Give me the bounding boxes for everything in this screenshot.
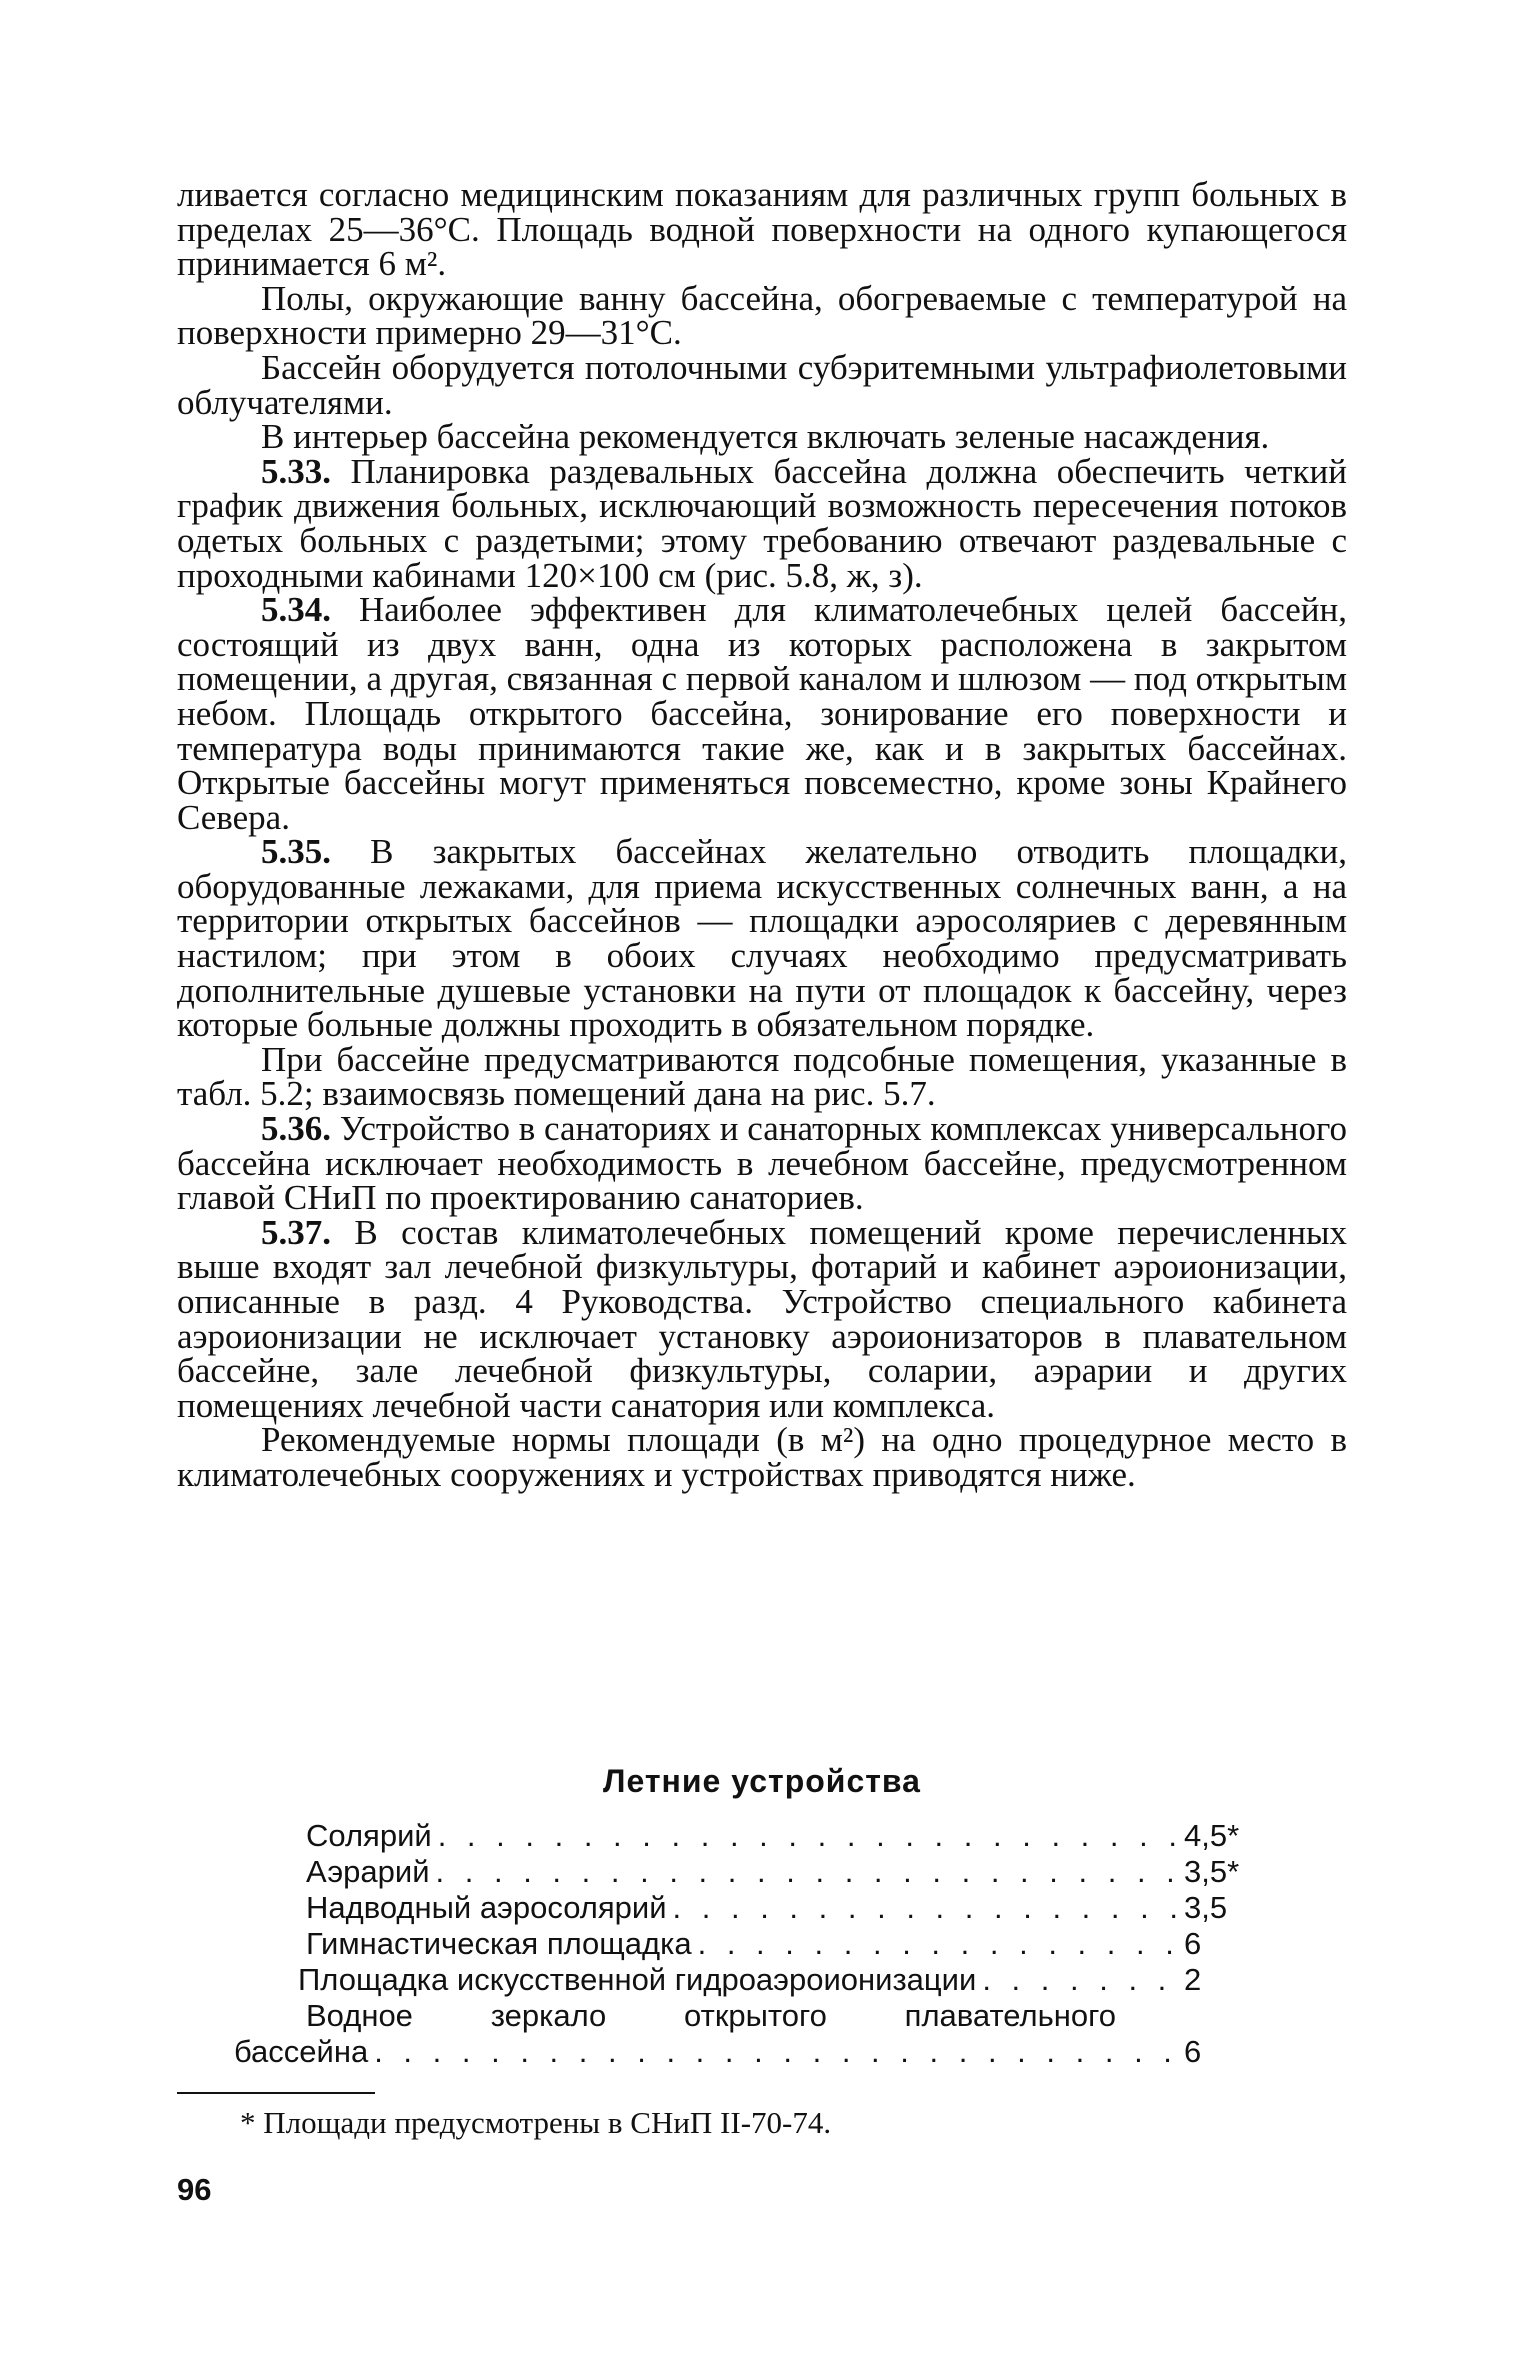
section-text: В состав климатолечебных помещений кроме перечисленных выше входят зал лечебной физкультуры, фотарий и кабинет аэроионизации, описанные в разд. 4 Руководства. Устройство специального кабинета аэроионизации не исключает установку аэроионизаторов в плавательном бассейне, зале лечебной физкультуры, соларии, аэрарии и других помещениях лечебной части санатория или комплекса. bbox=[177, 1212, 1348, 1425]
table-row bbox=[270, 1926, 1270, 1962]
norms-table bbox=[234, 1818, 1270, 2070]
paragraph-plants: В интерьер бассейна рекомендуется включать зеленые насаждения. bbox=[261, 417, 1270, 457]
row-value: 6 bbox=[1184, 2034, 1202, 2069]
section-text: В закрытых бассейнах желательно отводить площадки, оборудованные лежаками, для приема искусственных солнечных ванн, а на территории открытых бассейнов — площадки аэросоляриев с деревянным настилом; при этом в обоих случаях необходимо предусматривать дополнительные душевые установки на пути от площадок к бассейну, через которые больные должны проходить в обязательном порядке. bbox=[177, 832, 1347, 1045]
dot-leader bbox=[982, 1962, 1178, 1998]
row-label: Площадка искусственной гидроаэроионизации bbox=[298, 1962, 977, 1997]
section-5-37 bbox=[177, 1212, 1348, 1425]
dot-leader bbox=[673, 1890, 1178, 1926]
paragraph-norms-intro: Рекомендуемые нормы площади (в м²) на одно процедурное место в климатолечебных сооружениях и устройствах приводятся ниже. bbox=[177, 1420, 1347, 1494]
row-label-line1: Водное зеркало открытого плавательного bbox=[306, 1998, 1116, 2033]
paragraph-auxiliary-rooms: При бассейне предусматриваются подсобные помещения, указанные в табл. 5.2; взаимосвязь помещений дана на рис. 5.7. bbox=[177, 1039, 1347, 1114]
section-number: 5.37. bbox=[261, 1212, 331, 1252]
row-value: 2 bbox=[1184, 1962, 1202, 1997]
page-number: 96 bbox=[177, 2172, 212, 2207]
section-5-36 bbox=[177, 1109, 1348, 1218]
section-text: Планировка раздевальных бассейна должна обеспечить четкий график движения больных, исключающий возможность пересечения потоков одетых больных с раздетыми; этому требованию отвечают раздевальные с проходными кабинами 120×100 см (рис. 5.8, ж, з). bbox=[177, 451, 1347, 595]
section-number: 5.34. bbox=[261, 590, 331, 630]
row-label-line2-wrap bbox=[234, 2034, 1270, 2070]
section-5-35 bbox=[177, 832, 1347, 1045]
section-text: Наиболее эффективен для климатолечебных целей бассейн, состоящий из двух ванн, одна из которых расположена в закрытом помещении, а другая, связанная с первой каналом и шлюзом — под открытым небом. Площадь открытого бассейна, зонирование его поверхности и температура воды принимаются такие же, как и в закрытых бассейнах. Открытые бассейны могут применяться повсеместно, кроме зоны Крайнего Севера. bbox=[177, 590, 1348, 837]
table-row bbox=[270, 1854, 1270, 1890]
section-text: Устройство в санаториях и санаторных комплексах универсального бассейна исключает необходимость в лечебном бассейне, предусмотренном главой СНиП по проектированию санаториев. bbox=[177, 1109, 1348, 1218]
section-5-34 bbox=[177, 590, 1348, 837]
dot-leader bbox=[374, 2034, 1178, 2070]
table-row bbox=[270, 1818, 1270, 1854]
dot-leader bbox=[436, 1854, 1178, 1890]
table-row bbox=[270, 1962, 1270, 1998]
footnote-rule bbox=[177, 2092, 375, 2094]
section-number: 5.36. bbox=[261, 1109, 331, 1149]
table-title: Летние устройства bbox=[603, 1763, 921, 1799]
table-row bbox=[234, 1998, 1270, 2070]
row-label: Надводный аэросолярий bbox=[306, 1890, 667, 1925]
paragraph-irradiators: Бассейн оборудуется потолочными субэритемными ультрафиолетовыми облучателями. bbox=[177, 347, 1347, 422]
dot-leader bbox=[698, 1926, 1178, 1962]
row-value: 4,5* bbox=[1184, 1818, 1240, 1853]
footnote: * Площади предусмотрены в СНиП II-70-74. bbox=[240, 2105, 832, 2140]
row-label: Гимнастическая площадка bbox=[306, 1926, 692, 1961]
row-label: Солярий bbox=[306, 1818, 432, 1853]
dot-leader bbox=[438, 1818, 1178, 1854]
row-value: 3,5* bbox=[1184, 1854, 1240, 1889]
section-5-33 bbox=[177, 451, 1347, 595]
table-row bbox=[270, 1890, 1270, 1926]
section-number: 5.33. bbox=[261, 451, 331, 491]
row-label-line2: бассейна bbox=[234, 2034, 369, 2069]
paragraph-floors: Полы, окружающие ванну бассейна, обогреваемые с температурой на поверхности примерно 29—31°С. bbox=[177, 278, 1347, 353]
row-value: 6 bbox=[1184, 1926, 1202, 1961]
paragraph-continuation: ливается согласно медицинским показаниям для различных групп больных в пределах 25—36°С. Площадь водной поверхности на одного купающегося принимается 6 м². bbox=[177, 175, 1347, 284]
row-value: 3,5 bbox=[1184, 1890, 1228, 1925]
body-text bbox=[177, 175, 1348, 1494]
row-label: Аэрарий bbox=[306, 1854, 430, 1889]
section-number: 5.35. bbox=[261, 832, 331, 872]
